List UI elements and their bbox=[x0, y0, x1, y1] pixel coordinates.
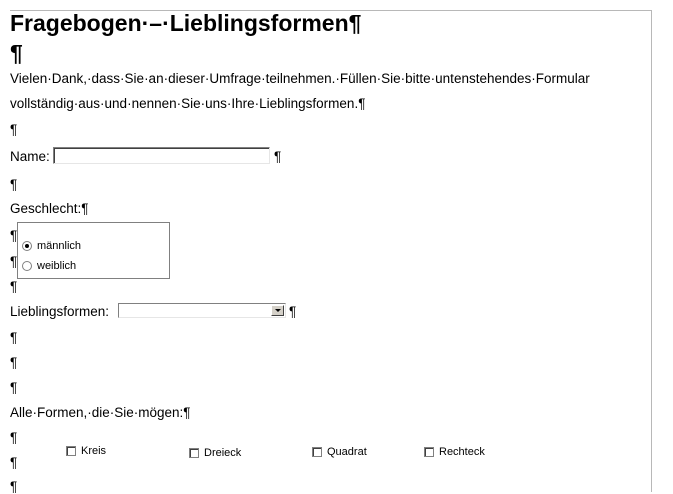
paragraph-mark: ¶ bbox=[10, 177, 18, 192]
paragraph-mark: ¶ bbox=[10, 122, 18, 137]
checkbox-kreis[interactable] bbox=[66, 445, 106, 457]
name-label: Name: bbox=[10, 149, 50, 164]
radio-button-checked[interactable] bbox=[22, 241, 32, 251]
chevron-down-icon[interactable] bbox=[271, 305, 284, 316]
paragraph-mark: ¶ bbox=[10, 380, 18, 395]
paragraph-mark: ¶ bbox=[10, 455, 18, 470]
paragraph-mark: ¶ bbox=[10, 479, 18, 494]
gender-label: Geschlecht:¶ bbox=[10, 201, 89, 216]
checkbox-label: Quadrat bbox=[327, 446, 367, 458]
radio-button[interactable] bbox=[22, 261, 32, 271]
checkbox-label: Rechteck bbox=[439, 446, 485, 458]
checkbox-dreieck[interactable] bbox=[189, 447, 241, 459]
favorite-forms-label: Lieblingsformen: bbox=[10, 304, 110, 319]
paragraph-mark: ¶ bbox=[10, 40, 23, 66]
checkbox-label: Kreis bbox=[81, 445, 107, 457]
checkbox-quadrat[interactable] bbox=[312, 446, 367, 458]
radio-option-female[interactable] bbox=[22, 260, 76, 272]
paragraph-mark: ¶ bbox=[289, 304, 297, 319]
paragraph-mark: ¶ bbox=[10, 279, 18, 294]
all-forms-label: Alle·Formen,·die·Sie·mögen:¶ bbox=[10, 405, 191, 420]
paragraph-mark: ¶ bbox=[10, 430, 18, 445]
paragraph-mark: ¶ bbox=[10, 330, 18, 345]
favorite-forms-select[interactable] bbox=[118, 303, 286, 318]
checkbox[interactable] bbox=[189, 448, 199, 458]
checkbox-label: Dreieck bbox=[204, 447, 242, 459]
paragraph-mark: ¶ bbox=[274, 149, 282, 164]
paragraph-mark: ¶ bbox=[10, 355, 18, 370]
paragraph-mark: ¶ bbox=[10, 228, 18, 243]
checkbox-rechteck[interactable] bbox=[424, 446, 485, 458]
checkbox[interactable] bbox=[424, 447, 434, 457]
document-title: Fragebogen·–·Lieblingsformen¶ bbox=[10, 10, 362, 36]
radio-label: männlich bbox=[37, 240, 82, 252]
name-input[interactable] bbox=[53, 147, 270, 164]
radio-option-male[interactable] bbox=[22, 240, 81, 252]
paragraph-mark: ¶ bbox=[10, 254, 18, 269]
checkbox[interactable] bbox=[312, 447, 322, 457]
intro-text-line-2: vollständig·aus·und·nennen·Sie·uns·Ihre·Lieblingsformen.¶ bbox=[10, 96, 366, 111]
page-border-right bbox=[651, 10, 652, 492]
radio-label: weiblich bbox=[37, 260, 77, 272]
checkbox[interactable] bbox=[66, 446, 76, 456]
intro-text-line-1: Vielen·Dank,·dass·Sie·an·dieser·Umfrage·teilnehmen.·Füllen·Sie·bitte·untenstehendes·Formular bbox=[10, 71, 590, 86]
